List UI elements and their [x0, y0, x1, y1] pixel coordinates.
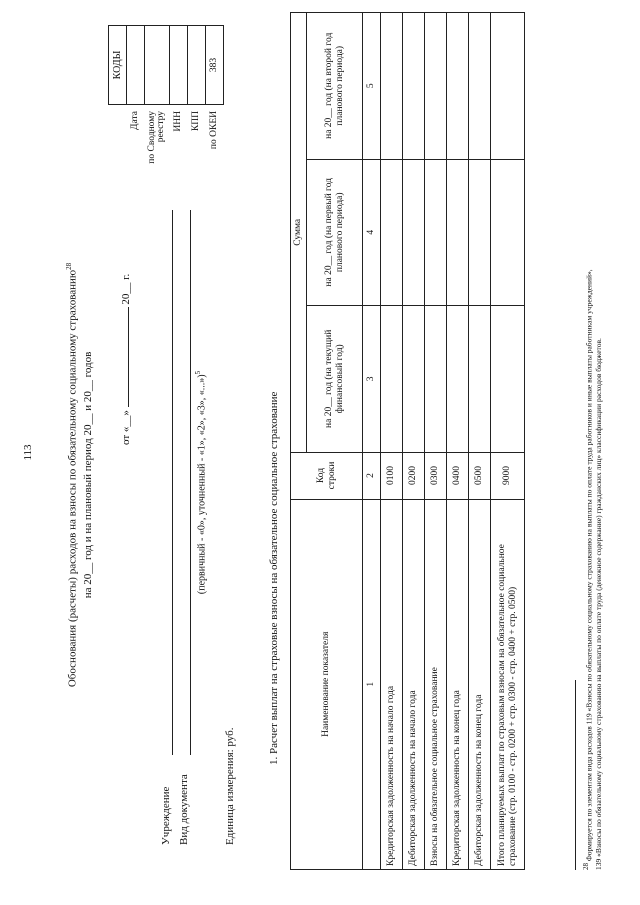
codes-header: КОДЫ: [109, 26, 127, 105]
form-subtitle: на 20__ год и на плановый период 20__ и 20__ годов: [82, 351, 94, 599]
codes-value-date[interactable]: [127, 26, 145, 105]
footnote-divider: [575, 680, 576, 870]
row-code: 0500: [469, 452, 491, 499]
row-cell-year2[interactable]: [469, 159, 491, 306]
row-cell-year3[interactable]: [381, 13, 403, 160]
row-cell-year2[interactable]: [403, 159, 425, 306]
row-cell-year2[interactable]: [491, 159, 525, 306]
doc-type-hint-text: (первичный - «0», уточненный - «1», «2», «3», «...»): [196, 374, 208, 595]
codes-value-registry[interactable]: [145, 26, 170, 105]
codes-value-okei: 383: [206, 26, 224, 105]
form-title-text: Обоснования (расчеты) расходов на взносы по обязательному социальному страхованию: [66, 269, 79, 688]
row-name: Взносы на обязательное социальное страхование: [425, 499, 447, 869]
doc-type-label: Вид документа: [178, 774, 190, 845]
col-header-name: Наименование показателя: [291, 499, 363, 869]
table-row: [403, 13, 425, 870]
codes-table: [108, 25, 224, 195]
col-header-year1: на 20__ год (на текущий финансовый год): [307, 306, 363, 453]
col-number: 1: [363, 499, 381, 869]
footnote-text-2: 139 «Взносы по обязательному социальному страхованию на выплаты по оплате труда (денежное содержание) гражданских лиц» классификации расходов бюджетов.: [594, 338, 603, 870]
row-cell-year2[interactable]: [425, 159, 447, 306]
table-row: [447, 13, 469, 870]
date-month-blank: [128, 307, 129, 407]
codes-label-registry: по Сводному реестру: [146, 111, 166, 164]
codes-label-okei: по ОКЕИ: [209, 111, 220, 150]
form-title-footnote-mark: 28: [65, 262, 73, 270]
institution-label: Учреждение: [160, 786, 172, 845]
row-cell-year3[interactable]: [447, 13, 469, 160]
col-header-year3: на 20__ год (на второй год планового периода): [307, 13, 363, 160]
col-number: 5: [363, 13, 381, 160]
col-header-year2: на 20__ год (на первый год планового периода): [307, 159, 363, 306]
row-cell-year3[interactable]: [491, 13, 525, 160]
form-title: [65, 105, 79, 845]
institution-field[interactable]: [172, 210, 173, 755]
col-number: 3: [363, 306, 381, 453]
row-cell-year1[interactable]: [403, 306, 425, 453]
row-name: Дебиторская задолженность на конец года: [469, 499, 491, 869]
row-cell-year3[interactable]: [425, 13, 447, 160]
section-title: 1. Расчет выплат на страховые взносы на обязательное социальное страхование: [268, 391, 280, 765]
col-number: 2: [363, 452, 381, 499]
page-number: 113: [22, 444, 34, 461]
row-name: Итого планируемых выплат по страховым взносам на обязательное социальное страхование (стр. 0100 - стр. 0200 + стр. 0300 - стр. 0400 + стр. 0500): [491, 499, 525, 869]
table-row: [469, 13, 491, 870]
date-suffix: 20__ г.: [120, 273, 132, 305]
row-cell-year1[interactable]: [447, 306, 469, 453]
table-row: [381, 13, 403, 870]
doc-type-field[interactable]: [190, 210, 191, 755]
date-prefix: от «__»: [120, 410, 132, 445]
col-number: 4: [363, 159, 381, 306]
row-cell-year1[interactable]: [425, 306, 447, 453]
table-row: [491, 13, 525, 870]
codes-value-inn[interactable]: [170, 26, 188, 105]
unit-label: Единица измерения: руб.: [224, 727, 236, 845]
row-name: Кредиторская задолженность на начало года: [381, 499, 403, 869]
codes-label-inn: ИНН: [173, 111, 184, 132]
row-code: 0300: [425, 452, 447, 499]
doc-type-hint: [194, 210, 207, 755]
table-row: [425, 13, 447, 870]
footnote-text-1: Формируется по элементам вида расходов 119 «Взносы по обязательному социальному страхованию на выплаты по оплате труда работников и иные выплаты работникам учреждений»,: [584, 269, 594, 862]
row-code: 9000: [491, 452, 525, 499]
row-cell-year2[interactable]: [381, 159, 403, 306]
row-name: Кредиторская задолженность на конец года: [447, 499, 469, 869]
row-code: 0100: [381, 452, 403, 499]
date-line: [120, 274, 132, 445]
row-cell-year1[interactable]: [469, 306, 491, 453]
row-cell-year1[interactable]: [381, 306, 403, 453]
footnote-line1: [582, 269, 594, 870]
col-header-code: Код строки: [291, 452, 363, 499]
row-cell-year2[interactable]: [447, 159, 469, 306]
col-header-sum: Сумма: [291, 13, 307, 453]
row-code: 0400: [447, 452, 469, 499]
row-cell-year3[interactable]: [403, 13, 425, 160]
codes-label-kpp: КПП: [191, 111, 202, 132]
codes-label-date: Дата: [130, 111, 141, 130]
footnote-mark: 28: [582, 863, 590, 870]
row-cell-year1[interactable]: [491, 306, 525, 453]
row-code: 0200: [403, 452, 425, 499]
row-name: Дебиторская задолженность на начало года: [403, 499, 425, 869]
payments-table: [290, 12, 525, 870]
doc-type-hint-mark: 5: [194, 370, 202, 375]
codes-value-kpp[interactable]: [188, 26, 206, 105]
row-cell-year3[interactable]: [469, 13, 491, 160]
